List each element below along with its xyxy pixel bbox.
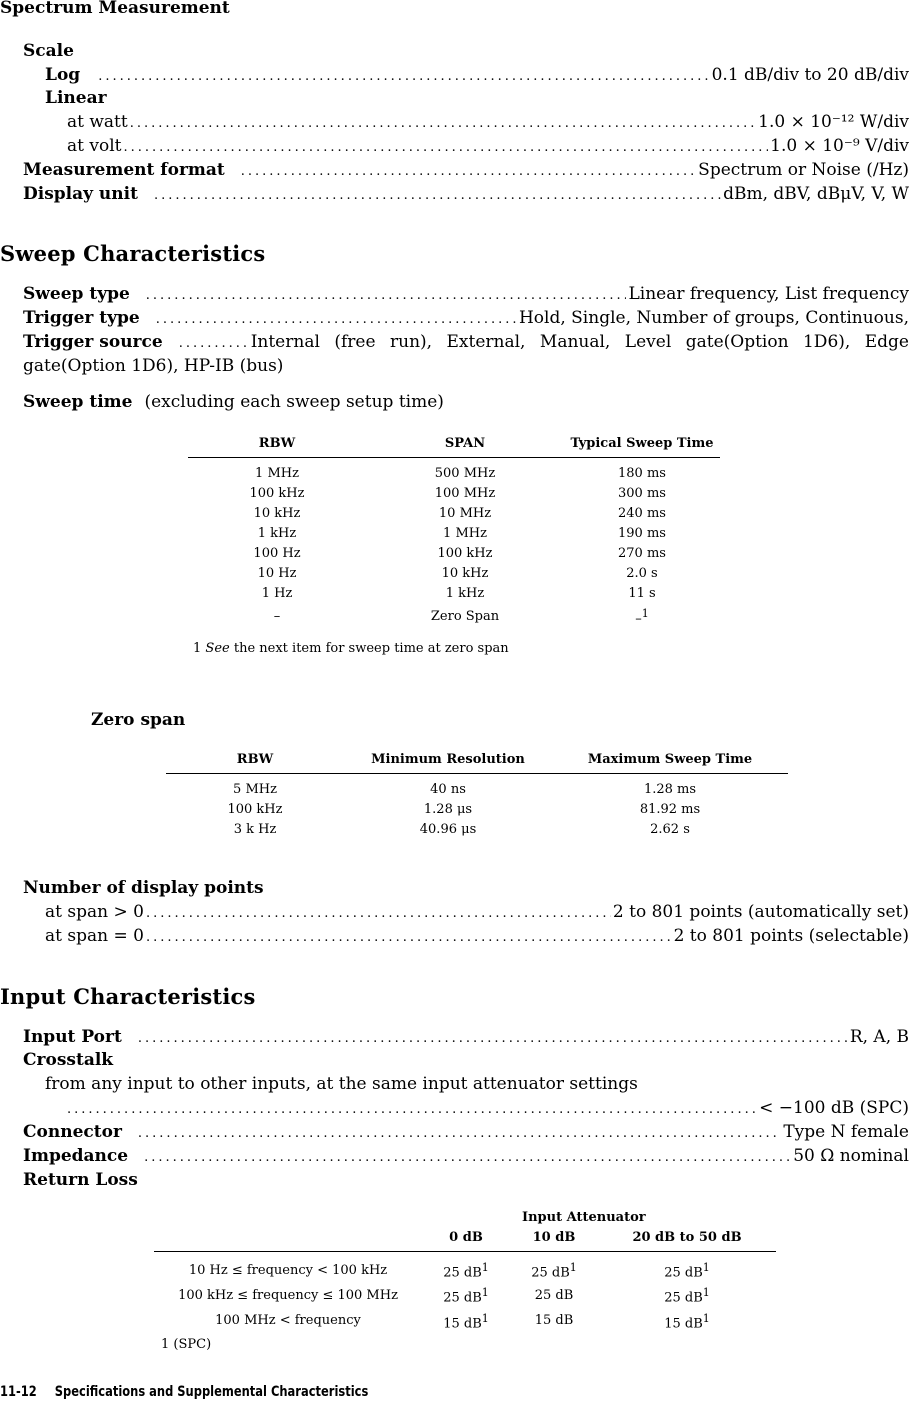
sweep-time-table xyxy=(188,436,720,629)
cell-text: 25 dB xyxy=(443,1290,482,1306)
trigger-source-value: Internal (free run), External, Manual, Level gate(Option 1D6), Edge xyxy=(250,332,909,352)
zero-span-label: Zero span xyxy=(91,710,186,730)
table-cell: 10 Hz ≤ frequency < 100 kHz xyxy=(188,1262,388,1278)
span-gt0-label: at span > 0 xyxy=(45,902,144,922)
column-header: SPAN xyxy=(366,436,564,458)
crosstalk-desc: from any input to other inputs, at the same input attenuator settings xyxy=(45,1074,638,1094)
format-row xyxy=(23,159,909,183)
table-row xyxy=(188,524,720,544)
footnote-marker: 1 xyxy=(702,1286,710,1300)
connector-label: Connector xyxy=(23,1122,122,1142)
table-cell: 1 Hz xyxy=(261,586,293,601)
table-cell: 3 k Hz xyxy=(233,822,277,837)
impedance-value: 50 Ω nominal xyxy=(793,1146,909,1166)
table-cell: 1.28 μs xyxy=(423,802,473,817)
table-cell: 10 kHz xyxy=(441,566,489,581)
volt-label: at volt xyxy=(67,136,122,156)
format-label: Measurement format xyxy=(23,160,225,180)
input-port-row xyxy=(23,1026,909,1050)
span-eq0-value: 2 to 801 points (selectable) xyxy=(673,926,909,946)
column-header: Minimum Resolution xyxy=(344,752,552,774)
leader-dots xyxy=(138,1123,781,1145)
leader-dots xyxy=(144,1147,791,1169)
column-header: 0 dB xyxy=(422,1230,510,1252)
unit-label: Display unit xyxy=(23,184,138,204)
leader-dots xyxy=(67,1099,757,1121)
table-cell: 10 MHz xyxy=(438,506,492,521)
trigger-type-value: Hold, Single, Number of groups, Continuous, xyxy=(518,308,909,328)
table-cell: 15 dB xyxy=(534,1313,574,1329)
input-port-value: R, A, B xyxy=(849,1027,909,1047)
table-cell xyxy=(564,604,720,629)
footnote-marker: 1 xyxy=(481,1286,489,1300)
impedance-label: Impedance xyxy=(23,1146,129,1166)
leader-dots xyxy=(138,1028,848,1050)
input-port-label: Input Port xyxy=(23,1027,122,1047)
trigger-source-cont: gate(Option 1D6), HP-IB (bus) xyxy=(23,356,284,376)
table-row xyxy=(154,1309,776,1334)
table-cell: 10 Hz xyxy=(257,566,297,581)
footnote-see: See xyxy=(205,641,230,656)
table-cell: 100 kHz xyxy=(249,486,305,501)
cell-text: – xyxy=(635,611,642,627)
leader-dots xyxy=(154,185,721,207)
format-value: Spectrum or Noise (/Hz) xyxy=(698,160,909,180)
table-row xyxy=(188,504,720,524)
column-header xyxy=(154,1230,422,1252)
table-cell: 10 kHz xyxy=(253,506,301,521)
log-value: 0.1 dB/div to 20 dB/div xyxy=(711,65,909,85)
table-cell: 2.62 s xyxy=(650,822,690,837)
watt-row xyxy=(67,111,909,135)
span-gt0-value: 2 to 801 points (automatically set) xyxy=(612,902,909,922)
connector-value: Type N female xyxy=(783,1122,909,1142)
volt-value: 1.0 × 10⁻⁹ V/div xyxy=(770,136,909,156)
cell-text: 25 dB xyxy=(664,1265,703,1281)
table-cell: 500 MHz xyxy=(434,466,496,481)
watt-value: 1.0 × 10⁻¹² W/div xyxy=(758,112,909,132)
cell-text: 15 dB xyxy=(443,1315,482,1331)
table-cell: – xyxy=(273,608,281,624)
trigger-type-row xyxy=(23,307,909,331)
table-cell: 100 kHz ≤ frequency ≤ 100 MHz xyxy=(178,1287,398,1303)
column-header: RBW xyxy=(188,436,366,458)
footnote-number: 1 xyxy=(193,641,202,656)
footnote-marker: 1 xyxy=(702,1311,710,1325)
section-title-input: Input Characteristics xyxy=(0,984,256,1009)
leader-dots xyxy=(179,333,249,355)
leader-dots xyxy=(241,161,696,183)
section-title-sweep: Sweep Characteristics xyxy=(0,241,266,266)
return-loss-table xyxy=(154,1230,776,1334)
footnote-marker: 1 xyxy=(569,1261,577,1274)
table-cell: 11 s xyxy=(628,586,656,601)
table-row xyxy=(188,584,720,604)
span-eq0-label: at span = 0 xyxy=(45,926,144,946)
column-header: 20 dB to 50 dB xyxy=(598,1230,776,1252)
leader-dots xyxy=(156,309,517,331)
section-title-spectrum: Spectrum Measurement xyxy=(0,0,230,18)
table-cell xyxy=(422,1309,510,1334)
table-row xyxy=(166,774,788,801)
footer-title: Specifications and Supplemental Characteristics xyxy=(54,1384,369,1400)
leader-dots xyxy=(123,137,768,159)
page-footer xyxy=(0,1384,368,1400)
unit-row xyxy=(23,183,909,207)
table-cell: 1 MHz xyxy=(443,526,487,541)
table-cell: 81.92 ms xyxy=(639,802,701,817)
table-cell xyxy=(422,1252,510,1284)
sweep-time-note: (excluding each sweep setup time) xyxy=(144,392,444,412)
table-row xyxy=(154,1283,776,1308)
scale-label: Scale xyxy=(23,41,74,61)
column-header: 10 dB xyxy=(510,1230,598,1252)
table-row xyxy=(188,544,720,564)
table-cell: 190 ms xyxy=(618,526,666,541)
table-cell: 100 MHz xyxy=(434,486,496,501)
trigger-source-label: Trigger source xyxy=(23,332,163,352)
crosstalk-value: < −100 dB (SPC) xyxy=(759,1098,909,1118)
leader-dots xyxy=(130,113,756,135)
table-cell: 300 ms xyxy=(618,486,666,501)
sweep-type-row xyxy=(23,283,909,307)
impedance-row xyxy=(23,1145,909,1169)
table-row xyxy=(188,564,720,584)
table-cell: 2.0 s xyxy=(626,566,658,581)
table-cell: 40.96 μs xyxy=(419,822,477,837)
cell-text: 25 dB xyxy=(531,1265,570,1281)
connector-row xyxy=(23,1121,909,1145)
table-row xyxy=(166,800,788,820)
table-cell: 100 kHz xyxy=(437,546,493,561)
trigger-source-row xyxy=(23,331,909,355)
volt-row xyxy=(67,135,909,159)
sweep-table-footnote xyxy=(193,641,509,656)
trigger-type-label: Trigger type xyxy=(23,308,140,328)
leader-dots xyxy=(146,903,611,925)
column-header: Typical Sweep Time xyxy=(564,436,720,458)
sweep-type-value: Linear frequency, List frequency xyxy=(628,284,909,304)
table-cell: 180 ms xyxy=(618,466,666,481)
footnote-marker: 1 xyxy=(641,607,649,620)
crosstalk-row xyxy=(67,1097,909,1121)
table-cell: 100 MHz < frequency xyxy=(215,1313,361,1329)
column-header: RBW xyxy=(166,752,344,774)
table-cell: 270 ms xyxy=(618,546,666,561)
table-cell xyxy=(598,1252,776,1284)
log-label: Log xyxy=(45,65,81,85)
leader-dots xyxy=(146,285,627,307)
unit-value: dBm, dBV, dBμV, V, W xyxy=(723,184,909,204)
leader-dots xyxy=(146,927,672,949)
span-eq0-row xyxy=(45,925,909,949)
watt-label: at watt xyxy=(67,112,128,132)
column-header: Maximum Sweep Time xyxy=(552,752,788,774)
display-points-label: Number of display points xyxy=(23,878,264,898)
table-row xyxy=(188,604,720,629)
table-cell xyxy=(422,1283,510,1308)
footnote-marker: 1 xyxy=(481,1261,489,1274)
span-gt0-row xyxy=(45,901,909,925)
zero-span-table xyxy=(166,752,788,840)
table-cell: 1 MHz xyxy=(255,466,299,481)
sweep-time-label: Sweep time xyxy=(23,392,133,412)
table-cell: 240 ms xyxy=(618,506,666,521)
input-attenuator-header: Input Attenuator xyxy=(522,1210,646,1225)
table-row xyxy=(188,484,720,504)
table-cell: Zero Span xyxy=(430,608,500,624)
table-cell: 100 Hz xyxy=(253,546,301,561)
return-loss-footnote: 1 (SPC) xyxy=(161,1337,212,1352)
log-row xyxy=(45,64,909,88)
table-cell xyxy=(598,1309,776,1334)
footnote-marker: 1 xyxy=(702,1261,710,1274)
page-number: 11-12 xyxy=(0,1384,37,1400)
sweep-time-row xyxy=(23,391,444,413)
table-row xyxy=(188,458,720,485)
table-cell xyxy=(510,1252,598,1284)
sweep-type-label: Sweep type xyxy=(23,284,130,304)
table-cell: 40 ns xyxy=(430,782,466,797)
table-cell: 1 kHz xyxy=(257,526,297,541)
table-row xyxy=(154,1252,776,1284)
linear-label: Linear xyxy=(45,88,107,108)
table-cell xyxy=(598,1283,776,1308)
table-cell: 1 kHz xyxy=(445,586,485,601)
footnote-marker: 1 xyxy=(481,1311,489,1325)
table-cell: 1.28 ms xyxy=(643,782,697,797)
table-cell: 100 kHz xyxy=(227,802,283,817)
cell-text: 25 dB xyxy=(664,1290,703,1306)
footnote-text: the next item for sweep time at zero span xyxy=(233,641,509,656)
crosstalk-label: Crosstalk xyxy=(23,1050,114,1070)
leader-dots xyxy=(98,66,709,88)
table-cell: 25 dB xyxy=(534,1287,574,1303)
table-cell: 5 MHz xyxy=(233,782,277,797)
table-row xyxy=(166,820,788,840)
cell-text: 15 dB xyxy=(664,1315,703,1331)
return-loss-label: Return Loss xyxy=(23,1170,138,1190)
cell-text: 25 dB xyxy=(443,1265,482,1281)
